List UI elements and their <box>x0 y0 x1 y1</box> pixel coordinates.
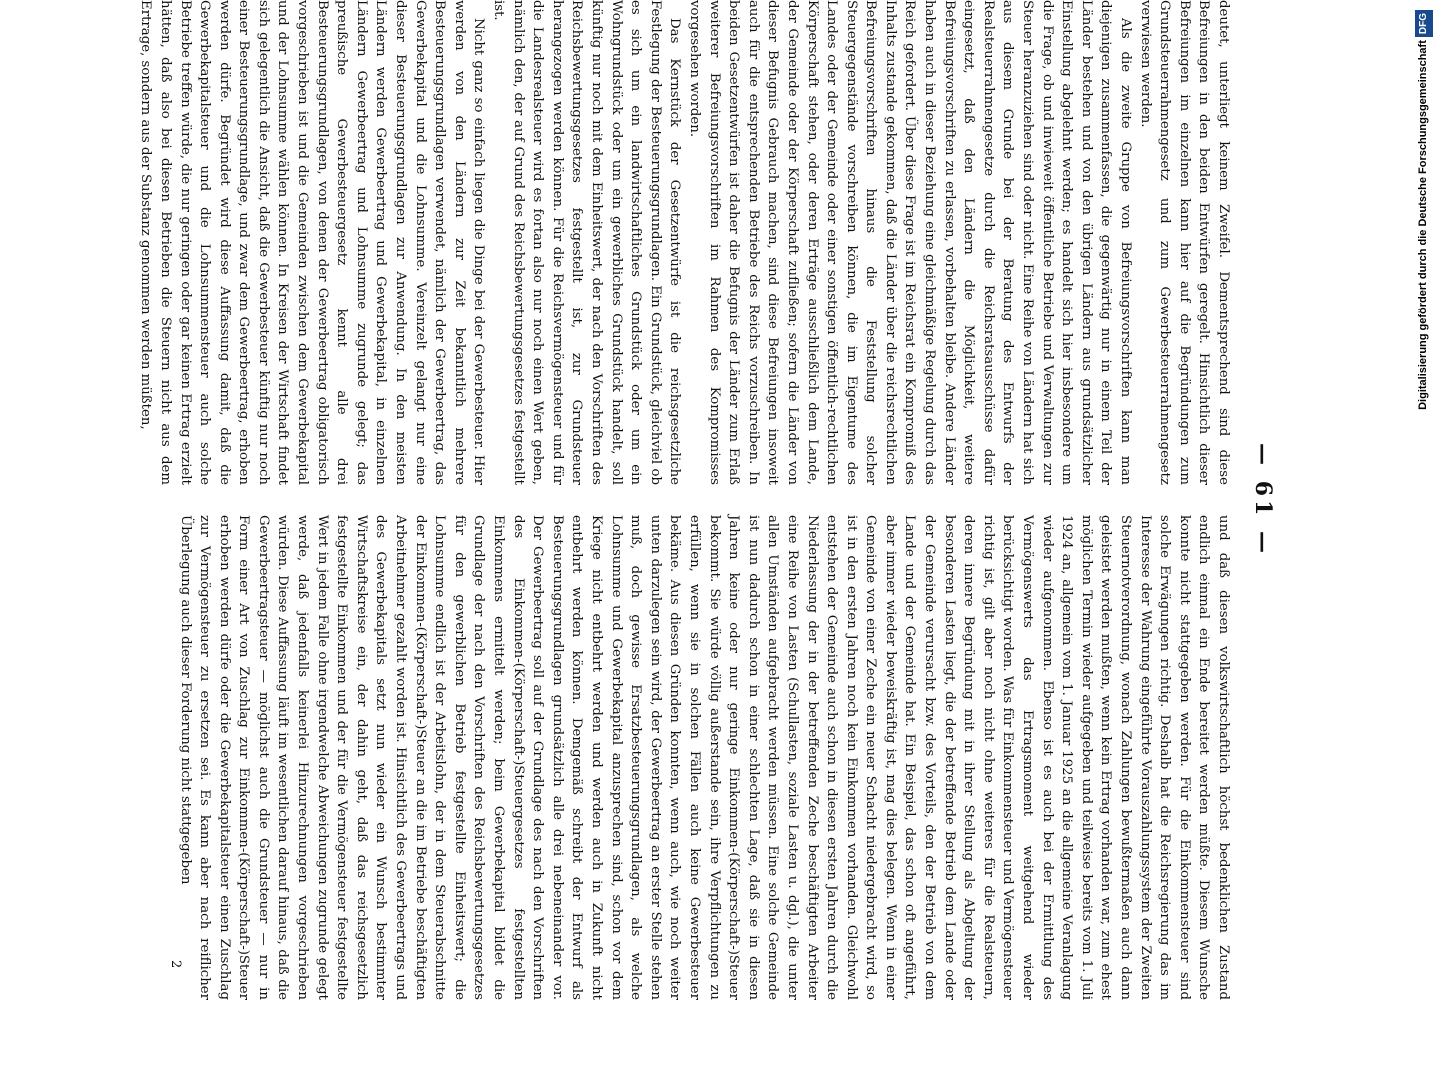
right-column <box>175 515 1233 1000</box>
dfg-logo: DFG <box>1415 10 1433 37</box>
left-column <box>136 0 1233 485</box>
paragraph: und daß diesen volkswirtschaftlich höchst bedenklichen Zustand endlich einmal ein Ende bereitet werden müßte. Diesem Wunsche konnte nicht stattgegeben werden. Für die Einkommensteuer sind solche Erwägungen richtig. Deshalb hat die Reichsregierung das im Interesse der Wahrung eingeführte Vorauszahlungssystem der Zweiten Steuernotverordnung, wonach Zahlungen bewußtermaßen auch dann geleistet werden mußten, wenn kein Ertrag vorhanden war, zum ehest möglichen Termin wieder aufgegeben und teilweise bereits vom 1. Juli 1924 an, allgemein vom 1. Januar 1925 an die allgemeine Veranlagung wieder aufgenommen. Ebenso ist es auch bei der Ermittlung des Vermögenswerts das Ertragsmoment weitgehend wieder berücksichtigt worden. Was für Einkommensteuer und Vermögensteuer richtig ist, gilt aber noch nicht ohne weiteres für die Realsteuern, deren innere Begründung mit in ihrer Stellung als Abgeltung der besonderen Lasten liegt, die der betreffende Betrieb dem Lande oder der Gemeinde verursacht bzw. des Vorteils, den der Betrieb von dem Lande und der Gemeinde hat. Ein Beispiel, das schon oft angeführt, aber immer wieder beweiskräftig ist, mag dies belegen. Wenn in einer Gemeinde von einer Zeche ein neuer Schacht niedergebracht wird, so ist in den ersten Jahren noch kein Einkommen vorhanden. Gleichwohl entstehen der Gemeinde auch schon in diesen ersten Jahren durch die Niederlassung der in der betreffenden Zeche beschäftigten Arbeiter eine Reihe von Lasten (Schullasten, soziale Lasten u. dgl.), die unter allen Umständen aufgebracht werden müssen. Eine solche Gemeinde ist nun dadurch schon in einer schlechten Lage, daß sie in diesen Jahren keine oder nur geringe Einkommen-(Körperschaft-)Steuer bekommt. Sie würde völlig außerstande sein, ihre Verpflichtungen zu erfüllen, wenn sie in solchen Fällen auch keine Gewerbesteuer bekäme. Aus diesen Gründen konnten, wenn auch, wie noch weiter unten darzulegen sein wird, der Gewerbeertrag an erster Stelle stehen muß, doch gewisse Ersatzbesteuerungsgrundlagen, als welche Lohnsumme und Gewerbekapital anzusprechen sind, schon vor dem Kriege nicht entbehrt werden und werden auch in Zukunft nicht entbehrt werden können. Demgemäß schreibt der Entwurf als Besteuerungsgrundlagen grundsätzlich alle drei nebeneinander vor. Der Gewerbeertrag soll auf der Grundlage des nach den Vorschriften des Einkommen-(Körperschaft-)Steuergesetzes festgestellten Einkommens ermittelt werden; beim Gewerbekapital bildet die Grundlage der nach den Vorschriften des Reichsbewertungsgesetzes für den gewerblichen Betrieb festgestellte Einheitswert; die Lohnsumme endlich ist der Arbeitslohn, der in dem Steuerabschnitte der Einkommen-(Körperschaft-)Steuer an die im Betriebe beschäftigten Arbeitnehmer gezahlt worden ist. Hinsichtlich des Gewerbeertrags und des Gewerbekapitals setzt nun wieder ein Wunsch bestimmter Wirtschaftskreise ein, der dahin geht, daß das reichsgesetzlich festgestellte Einkommen und der für die Vermögensteuer festgestellte Wert in jedem Falle ohne irgendwelche Abweichungen zugrunde gelegt werde, daß jedenfalls keinerlei Hinzurechnungen vorgeschrieben würden. Diese Auffassung läuft im wesentlichen darauf hinaus, daß die Gewerbeertragsteuer — möglichst auch die Grundsteuer — nur in Form einer Art von Zuschlag zur Einkommen-(Körperschaft-)Steuer erhoben werden dürfe oder die Gewerbekapitalsteuer einen Zuschlag zur Vermögensteuer zu ersetzen sei. Es kann aber nach reiflicher Überlegung auch dieser Forderung nicht stattgegeben <box>177 515 1231 1000</box>
scanned-page <box>123 0 1283 1080</box>
signature-mark: 2 <box>168 960 183 969</box>
funding-note-strip <box>1414 10 1432 990</box>
paragraph: deutet, unterliegt keinem Zweifel. Dementsprechend sind diese Befreiungen in den beiden Entwürfen geregelt. Hinsichtlich dieser Befreiungen im einzelnen kann hier auf die Begründungen zum Grundsteuerrahmengesetz und zum Gewerbesteuerrahmengesetz verwiesen werden. <box>1137 0 1231 485</box>
paragraph: Nicht ganz so einfach liegen die Dinge bei der Gewerbesteuer. Hier werden von den Ländern zur Zeit bekanntlich mehrere Besteuerungsgrundlagen verwendet, nämlich der Gewerbeertrag, das Gewerbekapital und die Lohnsumme. Vereinzelt gelangt nur eine dieser Besteuerungsgrundlagen zur Anwendung. In den meisten Ländern werden Gewerbeertrag und Gewerbekapital, in einzelnen Ländern Gewerbeertrag und Lohnsumme zugrunde gelegt; das preußische Gewerbesteuergesetz kennt alle drei Besteuerungsgrundlagen, von denen der Gewerbeertrag obligatorisch vorgeschrieben ist und die Gemeinden zwischen dem Gewerbekapital und der Lohnsumme wählen können. In Kreisen der Wirtschaft findet sich gelegentlich die Ansicht, daß die Gewerbesteuer künftig nur noch einer Besteuerungsgrundlage, und zwar dem Gewerbeertrag, erhoben werden dürfe. Begründet wird diese Auffassung damit, daß die Gewerbekapitalsteuer und die Lohnsummensteuer auch solche Betriebe treffen würde, die nur geringen oder gar keinen Ertrag erzielt hätten, daß also bei diesen Betrieben die Steuern nicht aus dem Ertrage, sondern aus der Substanz genommen werden müßten, <box>138 0 487 485</box>
rotated-page-content <box>123 0 1283 1000</box>
page-header <box>1243 0 1283 1000</box>
funding-note: Digitalisierung gefördert durch die Deutsche Forschungsgemeinschaft <box>1417 40 1429 410</box>
paragraph: Als die zweite Gruppe von Befreiungsvorschriften kann man diejenigen zusammenfassen, die gegenwärtig nur in einem Teil der Länder bestehen und von den übrigen Ländern aus grundsätzlicher Einstellung abgelehnt werden; es handelt sich hier insbesondere um die Frage, ob und inwieweit öffentliche Betriebe und Verwaltungen zur Steuer heranzuziehen sind oder nicht. Eine Reihe von Ländern hat sich aus diesem Grunde bei der Beratung des Entwurfs der Realsteuerrahmengesetze durch die Reichsratsausschüsse dafür eingesetzt, daß den Ländern die Möglichkeit, weitere Befreiungsvorschriften zu erlassen, vorbehalten bleibe. Andere Länder haben auch in dieser Beziehung eine gleichmäßige Regelung durch das Reich gefordert. Über diese Frage ist im Reichsrat ein Kompromiß des Inhalts zustande gekommen, daß die Länder über die reichsrechtlichen Befreiungsvorschriften hinaus die Feststellung solcher Steuergegenstände vorschreiben können, die im Eigentume des Landes oder der Gemeinde oder einer sonstigen öffentlich-rechtlichen Körperschaft stehen, oder deren Erträge ausschließlich dem Lande, der Gemeinde oder der Körperschaft zufließen; sofern die Länder von dieser Befugnis Gebrauch machen, sind diese Befreiungen insoweit auch für die entsprechenden Betriebe des Reichs vorzuschreiben. In beiden Gesetzentwürfen ist daher die Befugnis der Länder zum Erlaß weiterer Befreiungsvorschriften im Rahmen des Kompromisses vorgesehen worden. <box>686 0 1134 485</box>
paragraph: Das Kernstück der Gesetzentwürfe ist die reichsgesetzliche Festlegung der Besteuerungsgrundlagen. Ein Grundstück, gleichviel ob es sich um ein landwirtschaftliches Grundstück oder um ein Wohngrundstück oder um ein gewerbliches Grundstück handelt, soll künftig nur noch mit dem Einheitswert, der nach den Vorschriften des Reichsbewertungsgesetzes festgestellt ist, zur Grundsteuer herangezogen werden können. Für die Reichsvermögensteuer und für die Landesrealsteuer wird es fortan also nur noch einen Wert geben, nämlich den, der auf Grund des Reichsbewertungsgesetzes festgestellt ist. <box>491 0 683 485</box>
page-number: — 61 — <box>1250 443 1276 557</box>
